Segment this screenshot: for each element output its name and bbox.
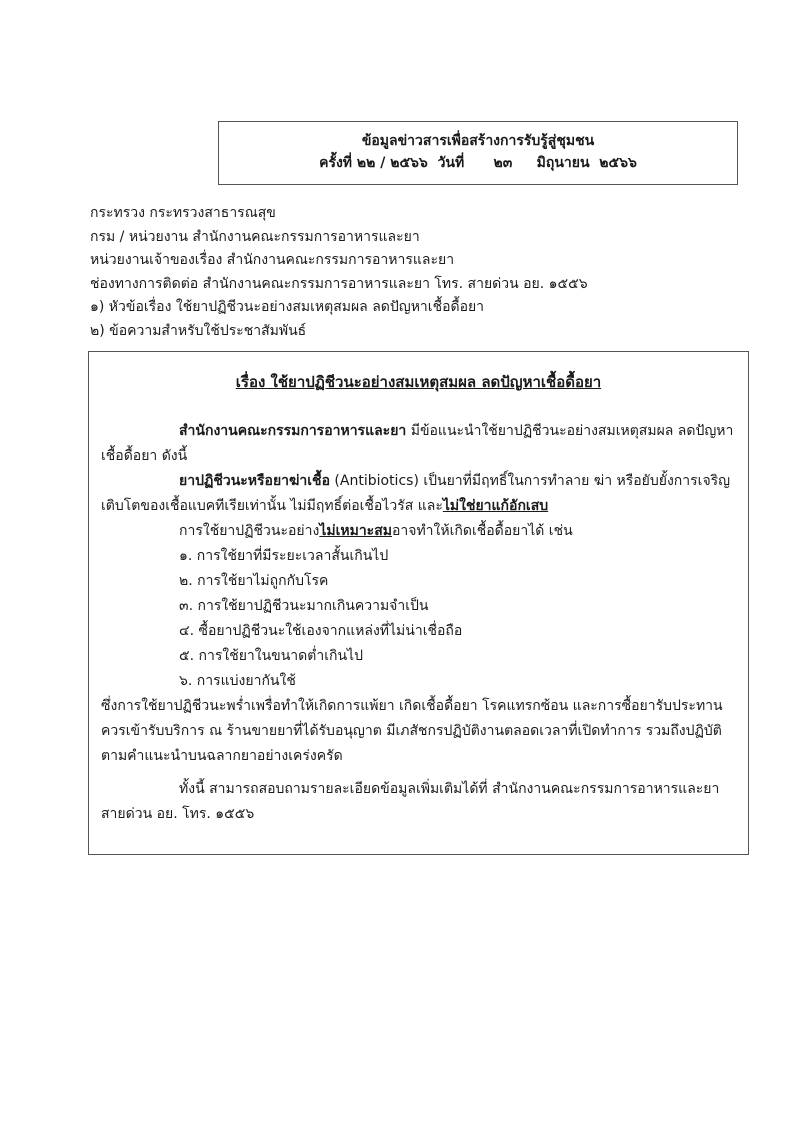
- announcement-title: เรื่อง ใช้ยาปฏิชีวนะอย่างสมเหตุสมผล ลดปัญหาเชื้อดื้อยา: [235, 373, 602, 391]
- list-item: ๓. การใช้ยาปฏิชีวนะมากเกินความจำเป็น: [179, 598, 429, 614]
- meta-topic: ๑) หัวข้อเรื่อง ใช้ยาปฏิชีวนะอย่างสมเหตุสมผล ลดปัญหาเชื้อดื้อยา: [90, 299, 485, 316]
- list-item: ๑. การใช้ยาที่มีระยะเวลาสั้นเกินไป: [179, 548, 389, 564]
- announcement-box: [88, 351, 749, 855]
- paragraph-contact: ทั้งนี้ สามารถสอบถามรายละเอียดข้อมูลเพิ่มเติมได้ที่ สำนักงานคณะกรรมการอาหารและยา สายด่วน อย. โทร. ๑๕๕๖: [101, 781, 720, 822]
- intro-agency: สำนักงานคณะกรรมการอาหารและยา: [179, 423, 407, 439]
- list-item: ๖. การแบ่งยากันใช้: [179, 673, 296, 689]
- definition-emphasis: ไม่ใช่ยาแก้อักเสบ: [442, 498, 549, 514]
- paragraph-consequences: ซึ่งการใช้ยาปฏิชีวนะพร่ำเพรื่อทำให้เกิดการแพ้ยา เกิดเชื้อดื้อยา โรคแทรกซ้อน และการซื้อยารับประทาน ควรเข้ารับบริการ ณ ร้านขายยาที่ได้รับอนุญาต มีเภสัชกรปฏิบัติงานตลอดเวลาที่เปิดทำการ รวมถึงปฏิบัติตามคำแนะนำบนฉลากยาอย่างเคร่งครัด: [101, 698, 723, 764]
- paragraph-definition: [101, 469, 736, 519]
- header-issue-date: ครั้งที่ ๒๒ / ๒๕๖๖ วันที่ ๒๓ มิถุนายน ๒๕๖๖: [319, 155, 637, 171]
- meta-department: กรม / หน่วยงาน สำนักงานคณะกรรมการอาหารและยา: [90, 228, 420, 245]
- meta-ministry: กระทรวง กระทรวงสาธารณสุข: [90, 205, 276, 221]
- misuse-emphasis: ไม่เหมาะสม: [319, 523, 392, 539]
- list-item: ๒. การใช้ยาไม่ถูกกับโรค: [179, 573, 329, 589]
- document-metadata: [90, 202, 750, 344]
- list-item: ๕. การใช้ยาในขนาดต่ำเกินไป: [179, 648, 363, 664]
- misuse-post: อาจทำให้เกิดเชื้อดื้อยาได้ เช่น: [391, 523, 573, 539]
- definition-term: ยาปฏิชีวนะหรือยาฆ่าเชื้อ: [179, 473, 330, 489]
- paragraph-misuse: [101, 519, 736, 544]
- list-item: ๔. ซื้อยาปฏิชีวนะใช้เองจากแหล่งที่ไม่น่าเชื่อถือ: [179, 623, 463, 639]
- meta-owner: หน่วยงานเจ้าของเรื่อง สำนักงานคณะกรรมการอาหารและยา: [90, 252, 455, 269]
- meta-message-label: ๒) ข้อความสำหรับใช้ประชาสัมพันธ์: [90, 322, 307, 339]
- meta-contact: ช่องทางการติดต่อ สำนักงานคณะกรรมการอาหารและยา โทร. สายด่วน อย. ๑๕๕๖: [90, 275, 588, 292]
- document-header-box: [218, 121, 738, 185]
- misuse-pre: การใช้ยาปฏิชีวนะอย่าง: [179, 523, 320, 539]
- paragraph-intro: [101, 419, 736, 469]
- intro-text: มีข้อแนะนำใช้ยาปฏิชีวนะอย่างสมเหตุสมผล ลดปัญหาเชื้อดื้อยา ดังนี้: [101, 423, 734, 464]
- definition-text: (Antibiotics) เป็นยาที่มีฤทธิ์ในการทำลาย ฆ่า หรือยับยั้งการเจริญเติบโตของเชื้อแบคทีเรียเท่านั้น ไม่มีฤทธิ์ต่อเชื้อไวรัส และ: [101, 473, 731, 514]
- header-title: ข้อมูลข่าวสารเพื่อสร้างการรับรู้สู่ชุมชน: [361, 133, 595, 149]
